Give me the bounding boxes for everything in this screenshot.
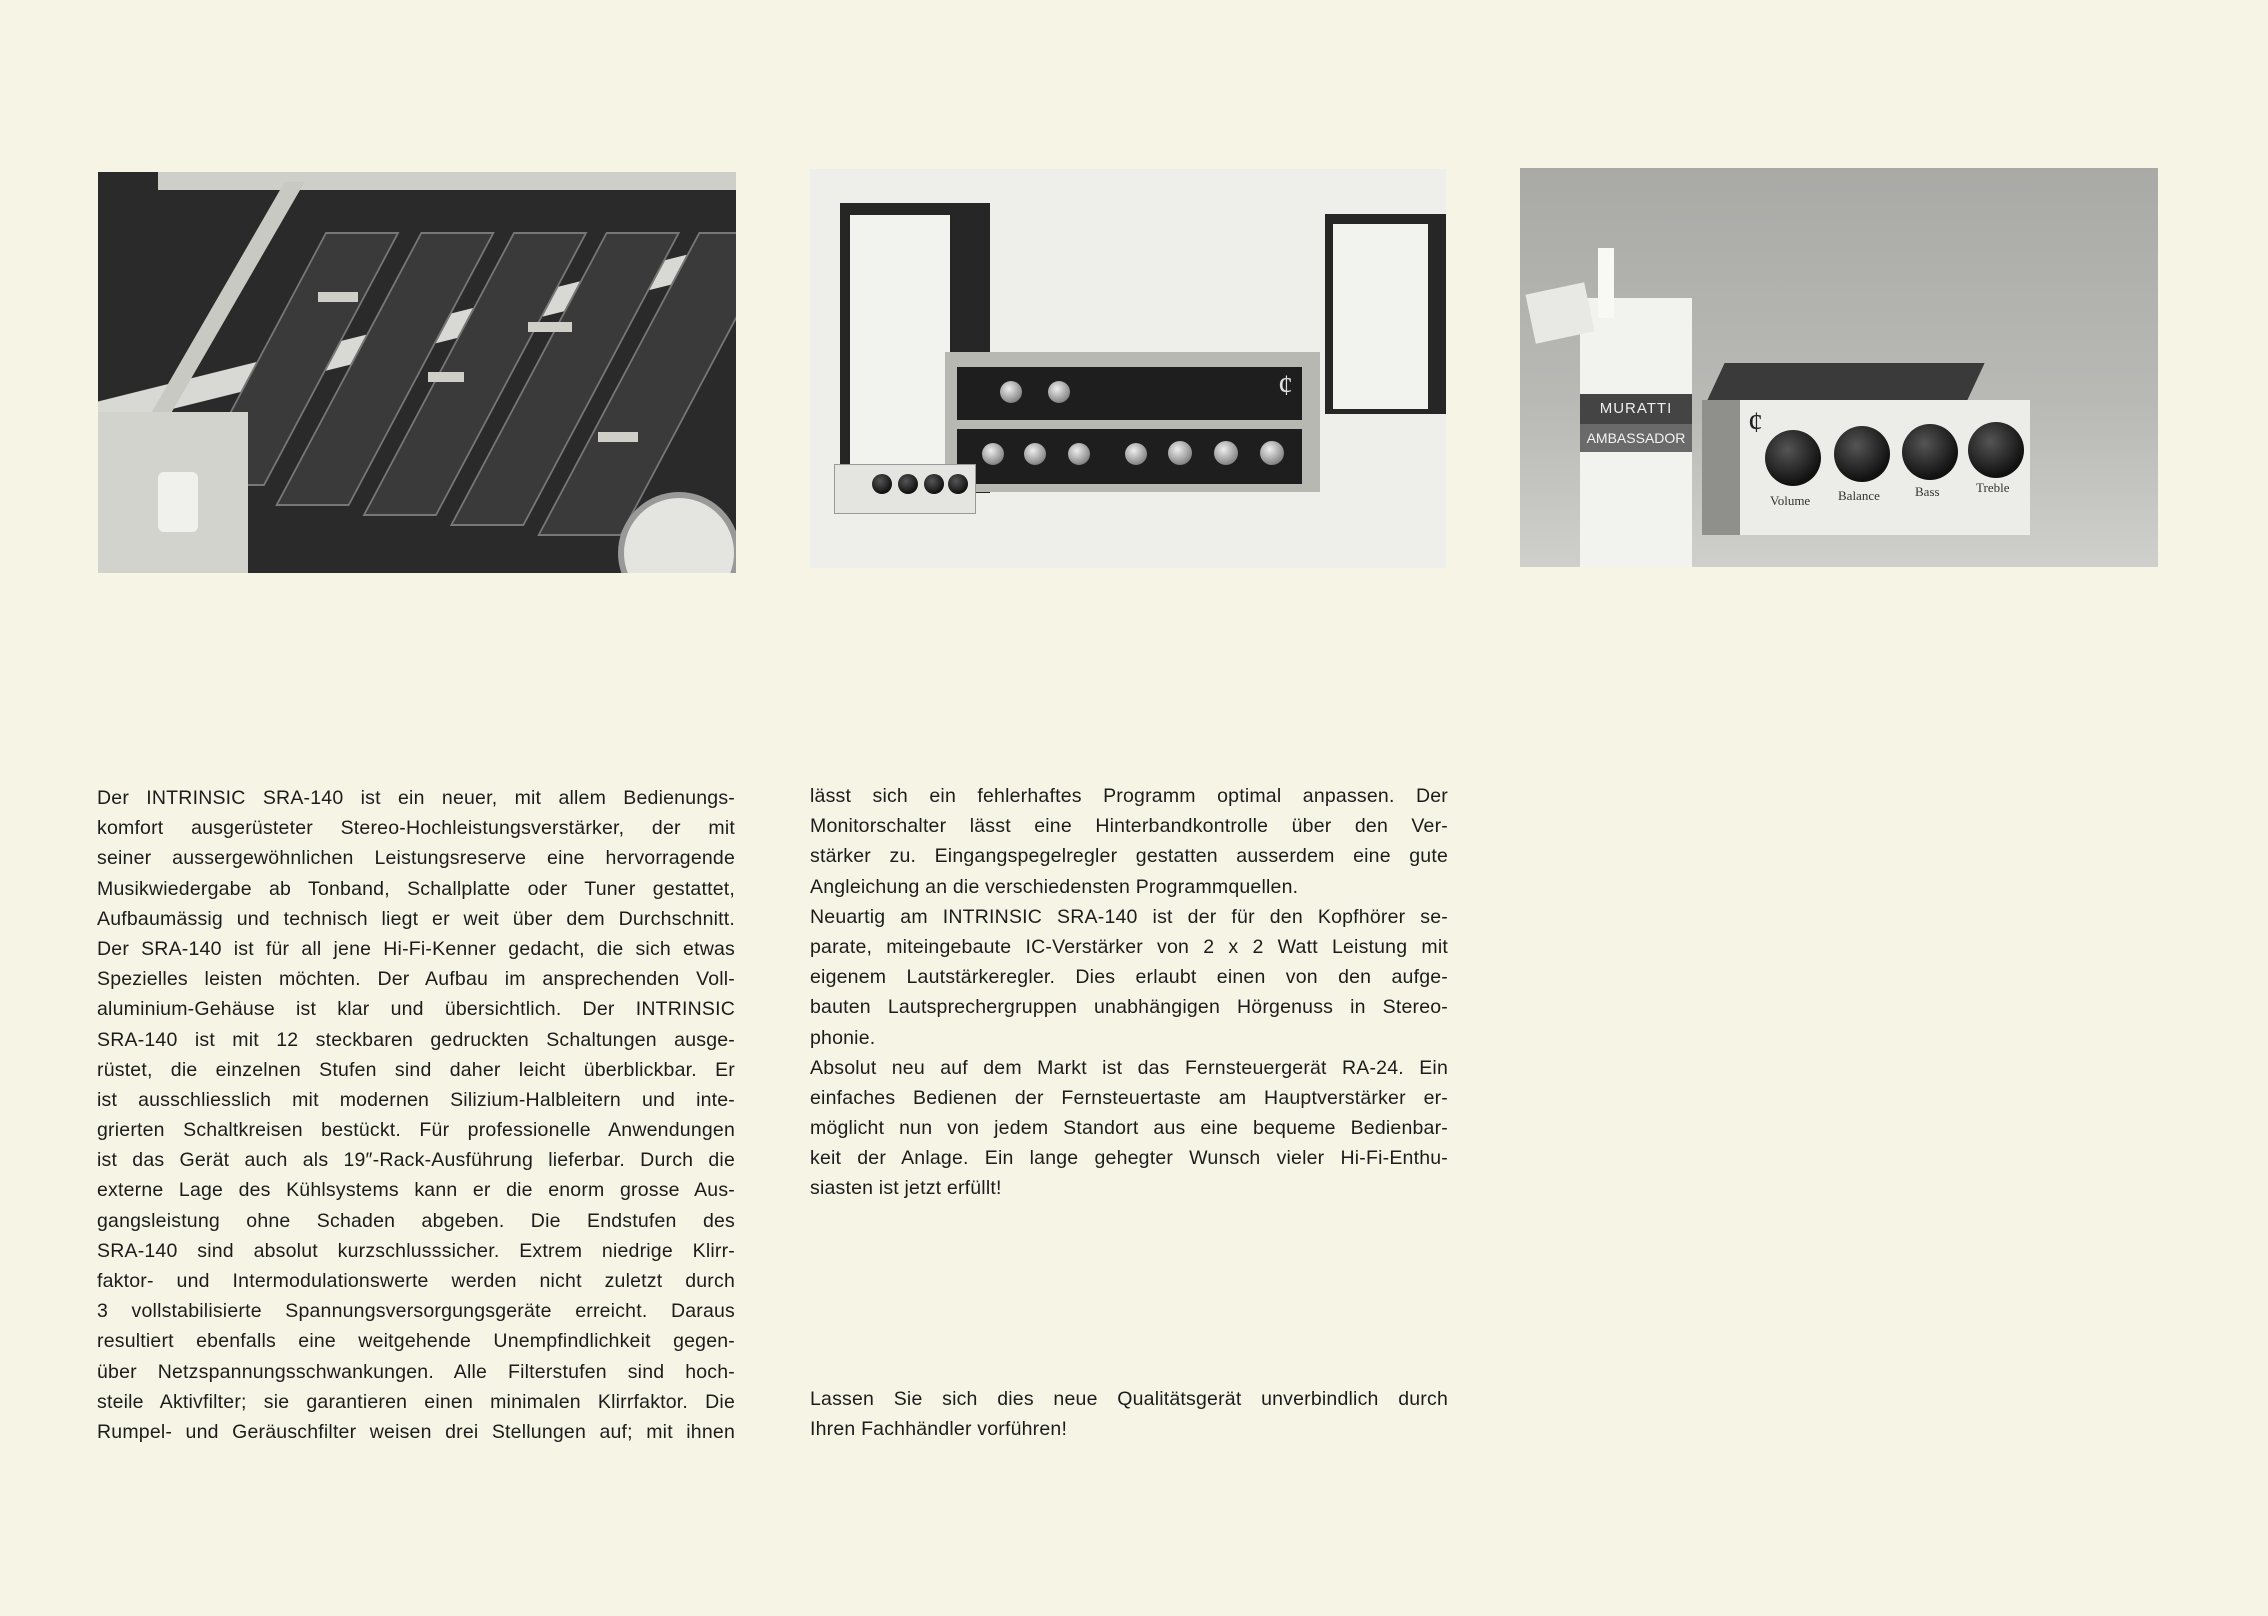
knob [872,474,892,494]
closing-text [810,1384,1448,1444]
pack-name: AMBASSADOR [1580,424,1692,452]
knob-label-bass: Bass [1915,484,1940,499]
remote-side [1702,400,1740,535]
text-line: Der SRA-140 ist für all jene Hi-Fi-Kenner gedacht, die sich etwas [97,937,735,960]
knob [1168,441,1192,465]
text-line: Musikwiedergabe ab Tonband, Schallplatte oder Tuner gestattet, [97,877,735,900]
component [598,432,638,442]
knob [1214,441,1238,465]
knob [982,443,1004,465]
bass-knob [1902,424,1958,480]
knob-label-volume: Volume [1770,493,1811,508]
text-line: Der INTRINSIC SRA-140 ist ein neuer, mit allem Bedienungs- [97,787,735,809]
text-line: ist ausschliesslich mit modernen Silizium-Halbleitern und inte- [97,1088,735,1111]
text-line: eigenem Lautstärkeregler. Dies erlaubt einen von den aufge- [810,966,1448,989]
text-line: Ihren Fachhändler vorführen! [810,1418,1068,1441]
slider-knob [158,472,198,532]
knob [1125,443,1147,465]
treble-knob [1968,422,2024,478]
text-line: externe Lage des Kühlsystems kann er die enorm grosse Aus- [97,1179,735,1202]
text-line: Angleichung an die verschiedensten Programmquellen. [810,875,1299,898]
text-line: SRA-140 sind absolut kurzschlusssicher. Extrem niedrige Klirr- [97,1239,735,1262]
component [428,372,464,382]
knob-label-balance: Balance [1838,488,1880,503]
balance-knob [1834,426,1890,482]
text-line: siasten ist jetzt erfüllt! [810,1177,1002,1200]
body-text-column-1 [97,783,735,1447]
text-line: Monitorschalter lässt eine Hinterbandkontrolle über den Ver- [810,815,1448,838]
knob-label-treble: Treble [1976,480,2010,495]
text-line: gangsleistung ohne Schaden abgeben. Die Endstufen des [97,1209,735,1232]
text-line: rüstet, die einzelnen Stufen sind daher leicht überblickbar. Er [97,1058,735,1081]
intrinsic-logo: ¢ [1278,369,1293,402]
text-line: grierten Schaltkreisen bestückt. Für professionelle Anwendungen [97,1119,735,1142]
text-line: Rumpel- und Geräuschfilter weisen drei Stellungen auf; mit ihnen [97,1420,735,1443]
knob [1068,443,1090,465]
text-line: Spezielles leisten möchten. Der Aufbau im ansprechenden Voll- [97,968,735,991]
text-line: stärker zu. Eingangspegelregler gestatten ausserdem eine gute [810,845,1448,868]
text-line: Neuartig am INTRINSIC SRA-140 ist der für den Kopfhörer se- [810,905,1448,928]
photo-stereo-system [810,169,1446,568]
pack-brand: MURATTI [1580,394,1692,424]
component [318,292,358,302]
text-line: resultiert ebenfalls eine weitgehende Unempfindlichkeit gegen- [97,1330,735,1353]
text-line: einfaches Bedienen der Fernsteuertaste am Hauptverstärker er- [810,1086,1448,1109]
text-line: seiner aussergewöhnlichen Leistungsreserve eine hervorragende [97,847,735,870]
component [528,322,572,332]
body-text-column-2 [810,781,1448,1204]
text-line: 3 vollstabilisierte Spannungsversorgungsgeräte erreicht. Daraus [97,1300,735,1323]
text-line: parate, miteingebaute IC-Verstärker von 2 x 2 Watt Leistung mit [810,935,1448,958]
text-line: phonie. [810,1026,876,1049]
photo-remote-control [1520,168,2158,567]
volume-knob [1765,430,1821,486]
text-line: Absolut neu auf dem Markt ist das Fernsteuergerät RA-24. Ein [810,1056,1448,1079]
remote-top [1706,363,1985,403]
text-line: über Netzspannungsschwankungen. Alle Filterstufen sind hoch- [97,1360,735,1383]
text-line: faktor- und Intermodulationswerte werden nicht zuletzt durch [97,1270,735,1292]
speaker-right [1325,214,1446,414]
text-line: keit der Anlage. Ein lange gehegter Wunsch vieler Hi-Fi-Enthu- [810,1147,1448,1170]
knob [1260,441,1284,465]
knob [948,474,968,494]
knob [1024,443,1046,465]
text-line: SRA-140 ist mit 12 steckbaren gedruckten Schaltungen ausge- [97,1028,735,1051]
knob [898,474,918,494]
text-line: bauten Lautsprechergruppen unabhängigen Hörgenuss in Stereo- [810,996,1448,1019]
text-line: komfort ausgerüsteter Stereo-Hochleistungsverstärker, der mit [97,817,735,840]
cigarette [1598,248,1614,318]
text-line: ist das Gerät auch als 19″-Rack-Ausführung lieferbar. Durch die [97,1149,735,1172]
text-line: steile Aktivfilter; sie garantieren einen minimalen Klirrfaktor. Die [97,1390,735,1413]
knob [1000,381,1022,403]
text-line: Aufbaumässig und technisch liegt er weit über dem Durchschnitt. [97,907,735,930]
chassis-rail [158,172,736,190]
intrinsic-logo: ¢ [1748,406,1763,439]
text-line: Lassen Sie sich dies neue Qualitätsgerät unverbindlich durch [810,1388,1448,1410]
text-line: lässt sich ein fehlerhaftes Programm optimal anpassen. Der [810,785,1448,807]
knob [1048,381,1070,403]
knob [924,474,944,494]
text-line: möglicht nun von jedem Standort aus eine bequeme Bedienbar- [810,1117,1448,1140]
text-line: aluminium-Gehäuse ist klar und übersichtlich. Der INTRINSIC [97,998,735,1021]
photo-amplifier-interior [98,172,736,573]
